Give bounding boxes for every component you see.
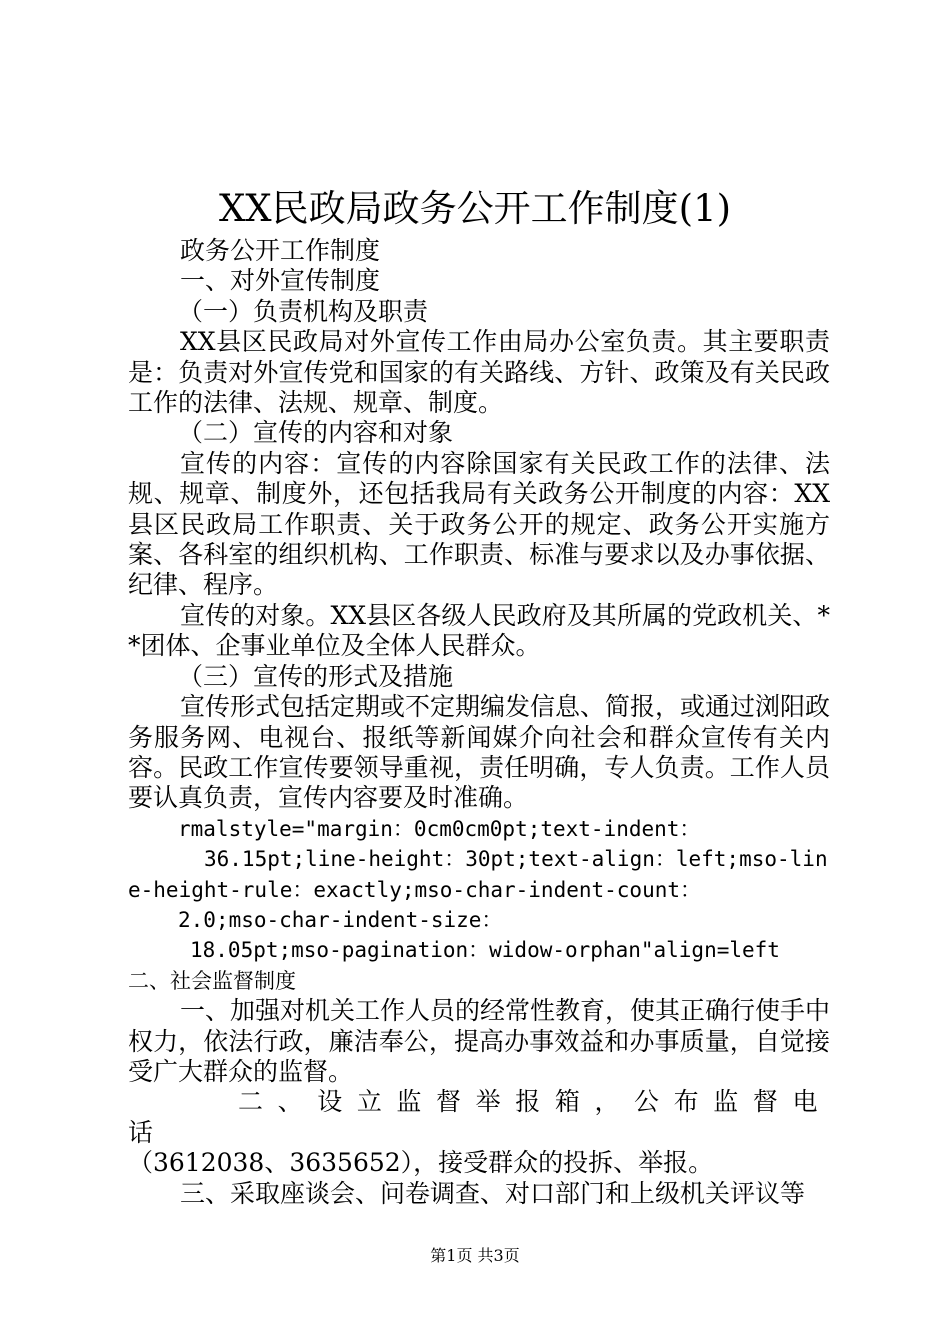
paragraph: 宣传的内容：宣传的内容除国家有关民政工作的法律、法规、规章、制度外，还包括我局有关政务公开制度的内容：XX县区民政局工作职责、关于政务公开的规定、政务公开实施方案、各科室的组织机构、工作职责、标准与要求以及办事依据、纪律、程序。	[128, 448, 830, 600]
code-fragment: 18.05pt;mso-pagination：widow-orphan"align=left 二、社会监督制度	[128, 938, 780, 993]
document-body	[128, 236, 830, 1209]
subsection-heading-3: （三）宣传的形式及措施	[178, 661, 454, 691]
paragraph: （3612038、3635652），接受群众的投拆、举报。	[128, 1148, 714, 1178]
document-title: XX民政局政务公开工作制度(1)	[218, 187, 732, 230]
code-fragment: rmalstyle="margin：0cm0cm0pt;text-indent：	[178, 816, 701, 841]
code-fragment: 2.0;mso-char-indent-size：	[178, 907, 503, 932]
paragraph-heading: 政务公开工作制度	[180, 236, 381, 265]
section-heading-1: 一、对外宣传制度	[180, 266, 381, 296]
page-footer: 第1页 共3页	[430, 1246, 520, 1265]
code-fragment: 36.15pt;line-height：30pt;text-align：left;mso-line-height-rule：exactly;mso-char-indent-count：	[128, 847, 828, 902]
paragraph: 一、加强对机关工作人员的经常性教育，使其正确行使手中权力，依法行政，廉洁奉公，提高办事效益和办事质量，自觉接受广大群众的监督。	[128, 996, 831, 1086]
paragraph: XX县区民政局对外宣传工作由局办公室负责。其主要职责是：负责对外宣传党和国家的有关路线、方针、政策及有关民政工作的法律、法规、规章、制度。	[128, 327, 830, 418]
subsection-heading-1: （一）负责机构及职责	[178, 296, 429, 326]
paragraph: 宣传形式包括定期或不定期编发信息、简报，或通过浏阳政务服务网、电视台、报纸等新闻媒介向社会和群众宣传有关内容。民政工作宣传要领导重视，责任明确，专人负责。工作人员要认真负责，宣传内容要及时准确。	[128, 692, 831, 813]
paragraph-spread: 二、设立监督举报箱，公布监督电话	[128, 1087, 830, 1147]
paragraph: 三、采取座谈会、问卷调查、对口部门和上级机关评议等	[180, 1178, 806, 1208]
subsection-heading-2: （二）宣传的内容和对象	[178, 418, 454, 448]
paragraph: 宣传的对象。XX县区各级人民政府及其所属的党政机关、**团体、企事业单位及全体人民群众。	[128, 600, 830, 661]
